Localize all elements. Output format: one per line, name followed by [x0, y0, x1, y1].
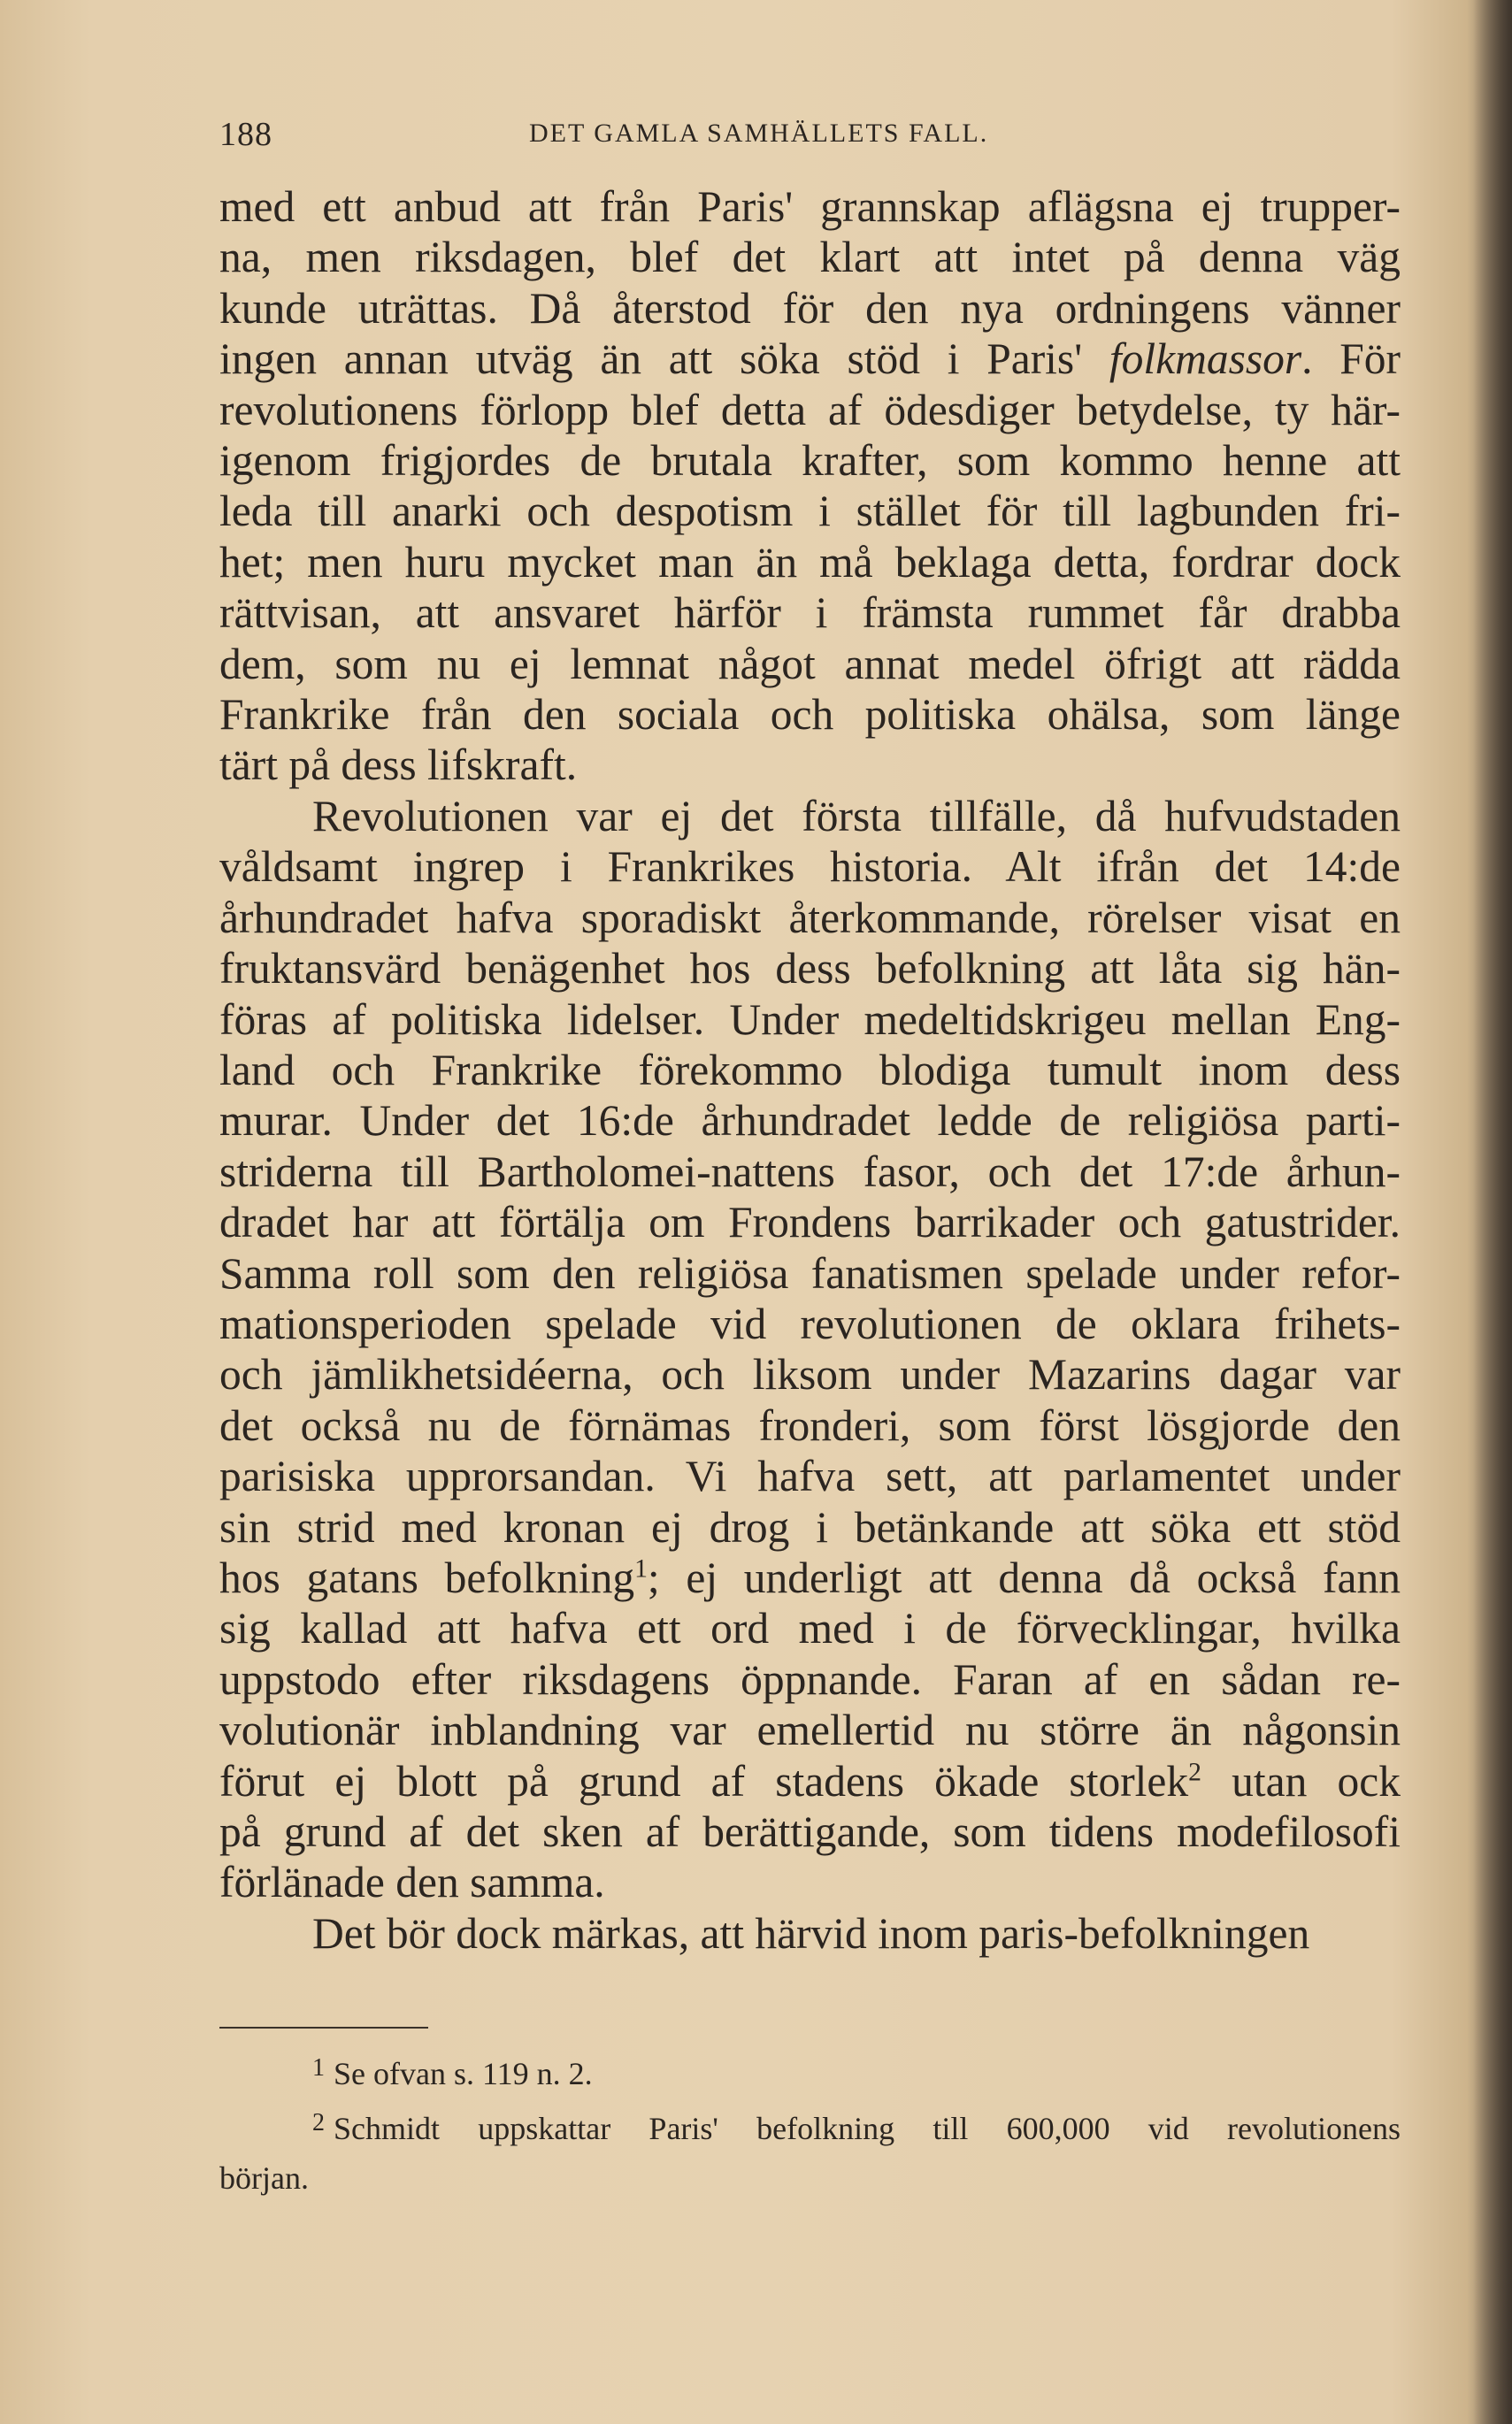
page-number: 188: [219, 116, 272, 153]
footnotes: [219, 2044, 1401, 2203]
text-line: revolutionens förlopp blef detta af ödesdiger betydelse, ty här-: [219, 385, 1401, 434]
text-line: mationsperioden spelade vid revolutionen de oklara frihets-: [219, 1299, 1401, 1348]
footnote-2: [219, 2098, 1401, 2203]
footnote-line: [219, 2044, 1401, 2098]
text-line: tärt på dess lifskraft.: [219, 740, 578, 790]
paragraph-1: [219, 181, 1401, 791]
paragraph-2: [219, 791, 1401, 1908]
text-line: fruktansvärd benägenhet hos dess befolkning att låta sig hän-: [219, 944, 1401, 993]
text-line: parisiska upprorsandan. Vi hafva sett, att parlamentet under: [219, 1452, 1401, 1501]
text-run: . För: [1301, 334, 1401, 384]
text-line: het; men huru mycket man än må beklaga detta, fordrar dock: [219, 537, 1401, 587]
text-line: Frankrike från den sociala och politiska ohälsa, som länge: [219, 690, 1401, 740]
running-title: DET GAMLA SAMHÄLLETS FALL.: [529, 119, 989, 148]
text-run: utan ock: [1201, 1756, 1401, 1806]
text-run: ingen annan utväg än att söka stöd i Paris': [219, 334, 1109, 384]
footnote-line: [219, 2098, 1401, 2153]
text-line: Revolutionen var ej det första tillfälle, då hufvudstaden: [312, 791, 1401, 840]
text-line: århundradet hafva sporadiskt återkommande, rörelser visat en: [219, 893, 1401, 942]
text-line: [219, 334, 1401, 384]
text-line: na, men riksdagen, blef det klart att intet på denna väg: [219, 233, 1401, 282]
text-line: striderna till Bartholomei-nattens fasor, och det 17:de århun-: [219, 1147, 1401, 1196]
text-line: dem, som nu ej lemnat något annat medel öfrigt att rädda: [219, 639, 1401, 688]
text-line: [219, 1553, 1401, 1603]
text-line: förlänade den samma.: [219, 1858, 605, 1907]
text-line: [219, 1756, 1401, 1806]
text-line: igenom frigjordes de brutala krafter, som kommo henne att: [219, 436, 1401, 486]
footnote-marker: 1: [312, 2054, 325, 2082]
text-line: med ett anbud att från Paris' grannskap aflägsna ej trupper-: [219, 182, 1401, 231]
footnote-marker: 2: [312, 2109, 325, 2136]
text-run: hos gatans befolkning: [219, 1553, 635, 1602]
footnote-reference: 1: [634, 1554, 648, 1584]
text-line: volutionär inblandning var emellertid nu större än någonsin: [219, 1706, 1401, 1755]
text-line: uppstodo efter riksdagens öppnande. Faran af en sådan re-: [219, 1654, 1401, 1704]
footnote-text: Se ofvan s. 119 n. 2.: [334, 2056, 593, 2091]
footnote-reference: 2: [1188, 1758, 1202, 1787]
book-spine-shadow: [1473, 0, 1512, 2424]
text-line: på grund af det sken af berättigande, som tidens modefilosofi: [219, 1807, 1401, 1856]
footnote-1: [219, 2044, 1401, 2098]
paragraph-3: [219, 1908, 1401, 1959]
text-line: sig kallad att hafva ett ord med i de förvecklingar, hvilka: [219, 1604, 1401, 1653]
text-line: rättvisan, att ansvaret härför i främsta rummet får drabba: [219, 588, 1401, 638]
italic-text: folkmassor: [1109, 334, 1302, 384]
text-line: Samma roll som den religiösa fanatismen spelade under refor-: [219, 1248, 1401, 1298]
text-run: förut ej blott på grund af stadens ökade storlek: [219, 1756, 1189, 1806]
footnote-text: Schmidt uppskattar Paris' befolkning till 600,000 vid revolutionens: [334, 2111, 1401, 2146]
text-line: murar. Under det 16:de århundradet ledde de religiösa parti-: [219, 1096, 1401, 1146]
text-line: och jämlikhetsidéerna, och liksom under Mazarins dagar var: [219, 1350, 1401, 1400]
text-line: Det bör dock märkas, att härvid inom paris-befolkningen: [312, 1908, 1310, 1958]
text-line: föras af politiska lidelser. Under medeltidskrigeu mellan Eng-: [219, 994, 1401, 1044]
body-text: [219, 181, 1401, 1959]
footnote-rule: [219, 2027, 428, 2029]
text-run: ; ej underligt att denna då också fann: [647, 1553, 1401, 1602]
text-line: leda till anarki och despotism i stället för till lagbunden fri-: [219, 487, 1401, 536]
text-line: det också nu de förnämas fronderi, som först lösgjorde den: [219, 1400, 1401, 1450]
footnote-continuation: början.: [219, 2160, 309, 2196]
text-line: sin strid med kronan ej drog i betänkande att söka ett stöd: [219, 1502, 1401, 1552]
text-line: dradet har att förtälja om Frondens barrikader och gatustrider.: [219, 1198, 1401, 1247]
text-line: land och Frankrike förekommo blodiga tumult inom dess: [219, 1045, 1401, 1094]
text-line: kunde uträttas. Då återstod för den nya ordningens vänner: [219, 283, 1401, 333]
text-line: våldsamt ingrep i Frankrikes historia. Alt ifrån det 14:de: [219, 842, 1401, 892]
